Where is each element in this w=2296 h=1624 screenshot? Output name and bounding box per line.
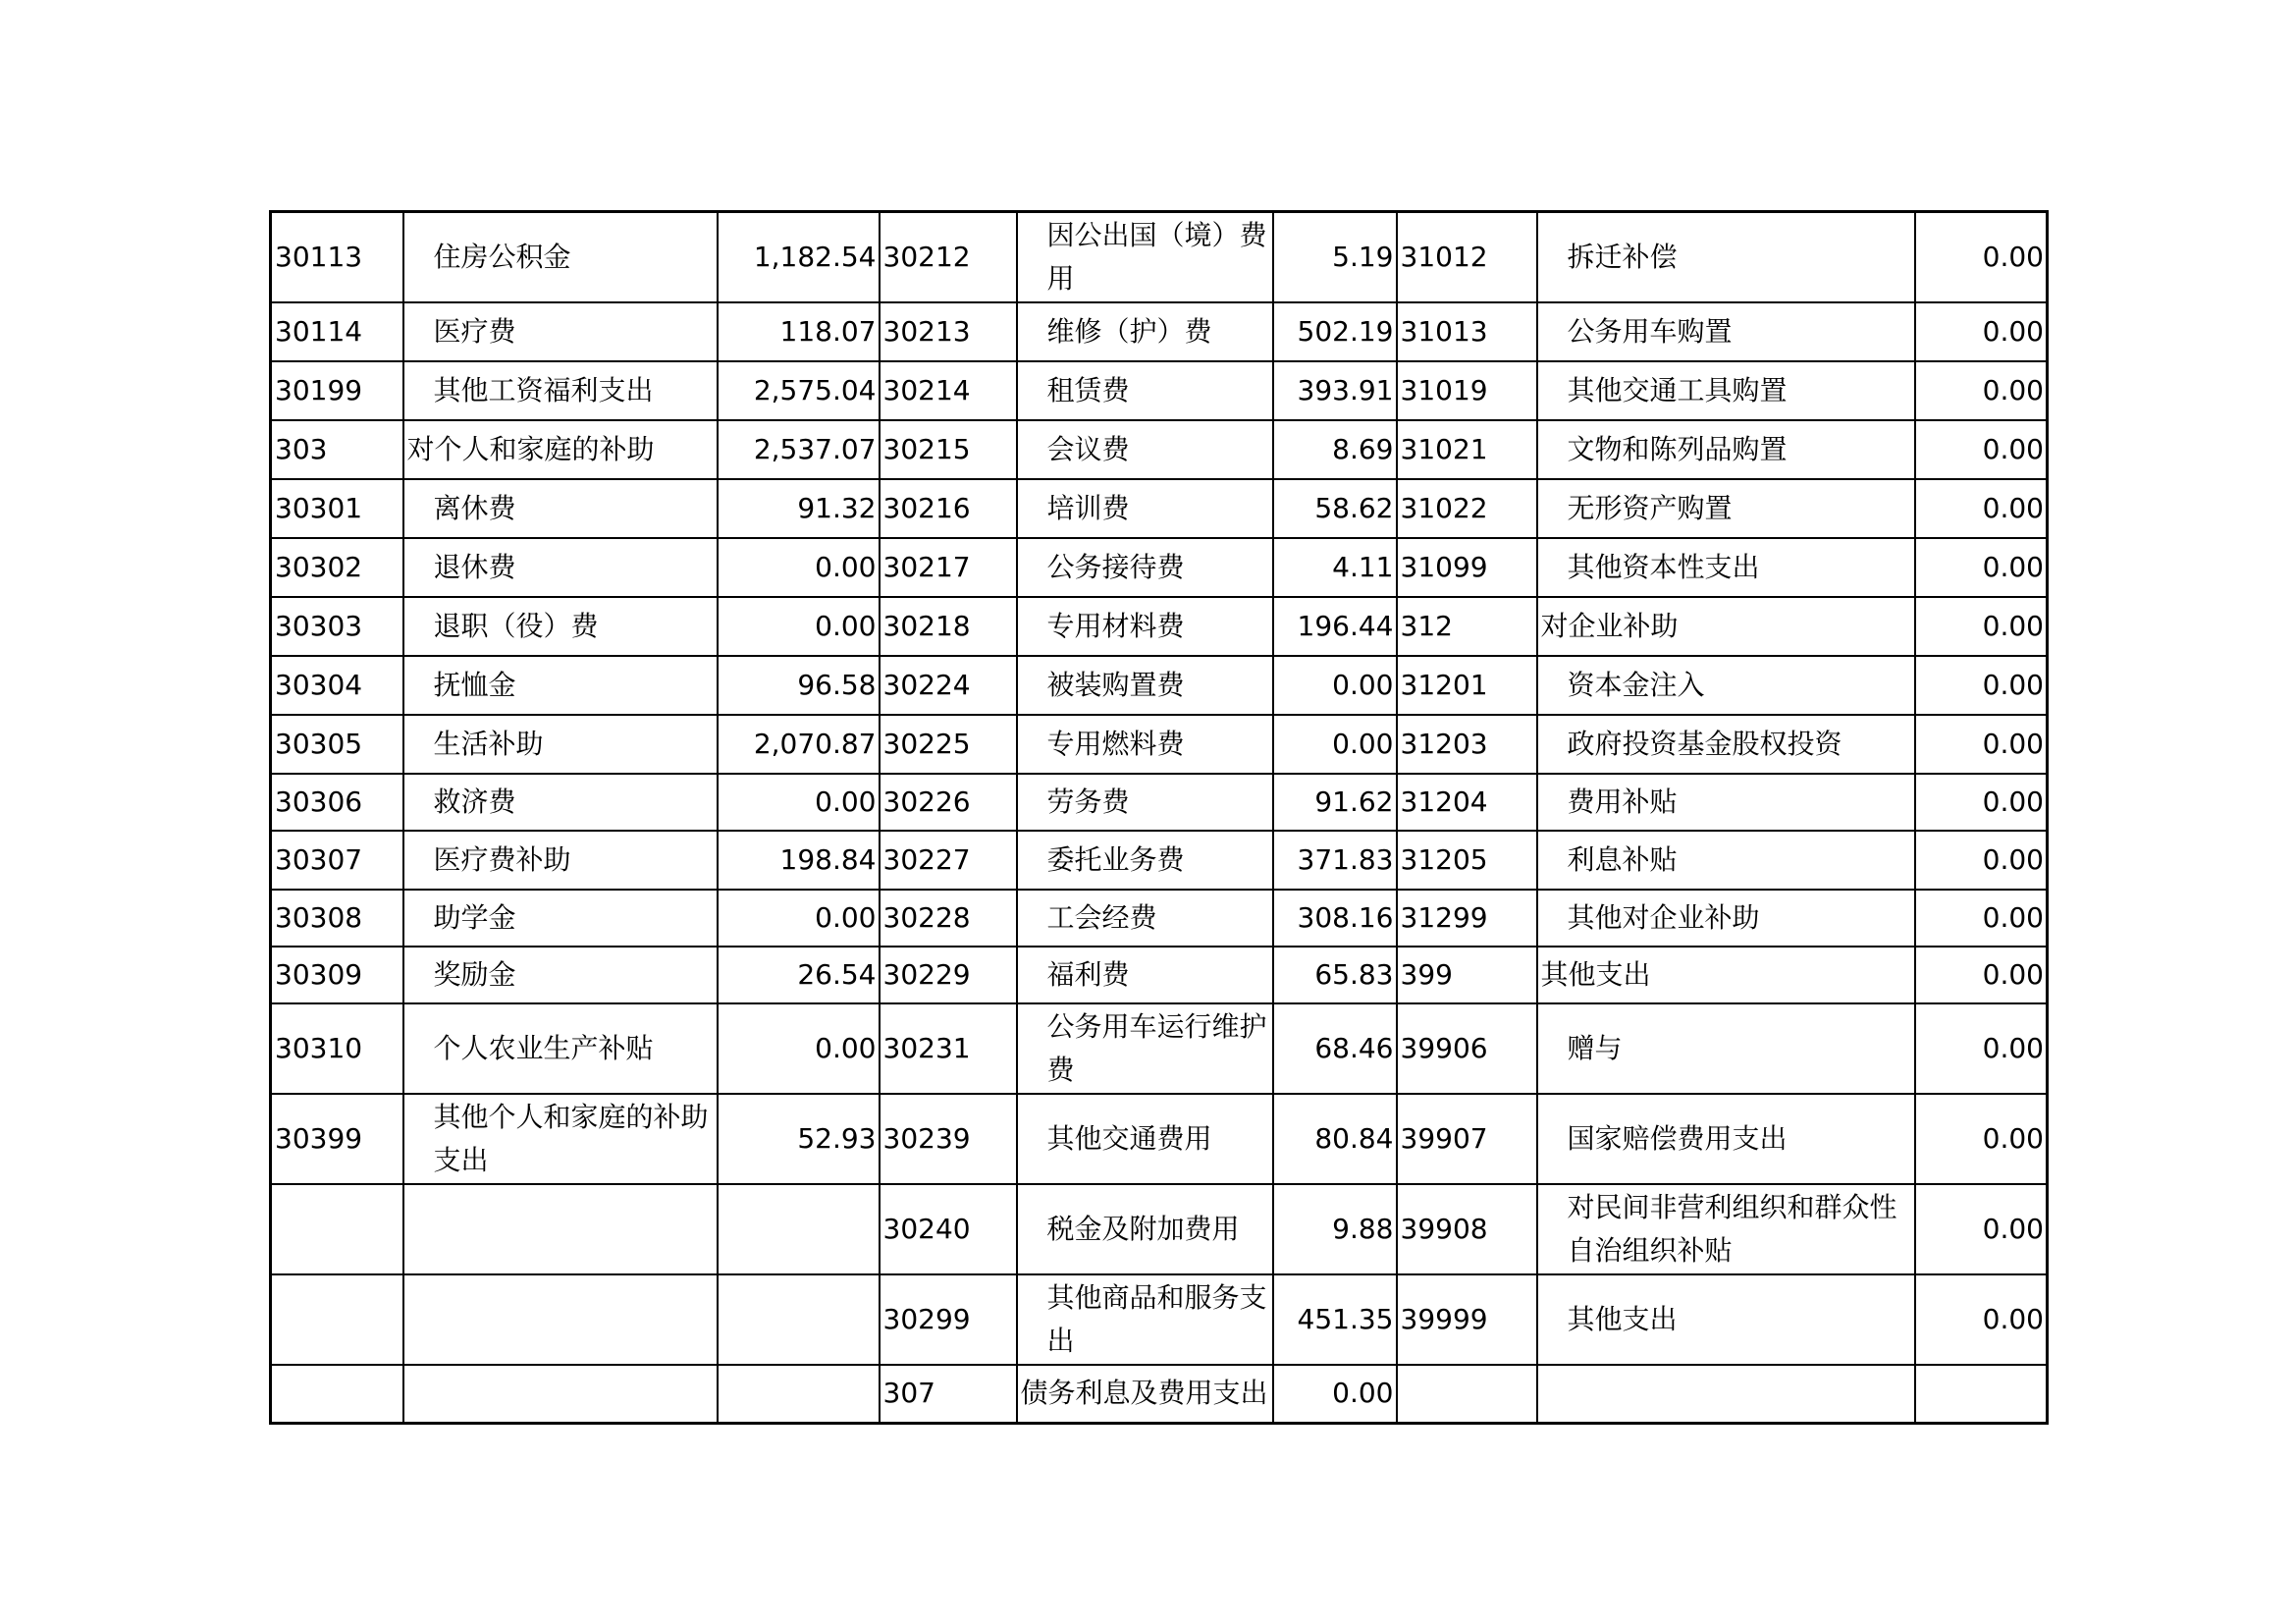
item-amount: 68.46 — [1273, 1003, 1397, 1094]
item-name: 奖励金 — [403, 947, 718, 1003]
item-code: 30308 — [271, 890, 403, 947]
table-row — [271, 1274, 2048, 1365]
item-code — [271, 1274, 403, 1365]
table-row — [271, 361, 2048, 420]
item-name: 福利费 — [1017, 947, 1273, 1003]
item-name: 其他资本性支出 — [1537, 538, 1915, 597]
item-code: 30224 — [880, 656, 1017, 715]
item-code: 30113 — [271, 212, 403, 302]
item-name: 其他支出 — [1537, 947, 1915, 1003]
item-code: 31204 — [1397, 774, 1537, 831]
table-row — [271, 1003, 2048, 1094]
item-amount: 9.88 — [1273, 1184, 1397, 1274]
item-code: 30231 — [880, 1003, 1017, 1094]
item-code: 30399 — [271, 1094, 403, 1184]
item-amount: 91.62 — [1273, 774, 1397, 831]
item-name: 公务接待费 — [1017, 538, 1273, 597]
item-amount: 8.69 — [1273, 420, 1397, 479]
table-row — [271, 656, 2048, 715]
item-name: 国家赔偿费用支出 — [1537, 1094, 1915, 1184]
item-amount: 0.00 — [1915, 831, 2048, 890]
item-name: 税金及附加费用 — [1017, 1184, 1273, 1274]
item-name: 公务用车运行维护费 — [1017, 1003, 1273, 1094]
item-amount: 393.91 — [1273, 361, 1397, 420]
item-code: 30212 — [880, 212, 1017, 302]
item-name: 赠与 — [1537, 1003, 1915, 1094]
item-amount: 198.84 — [718, 831, 880, 890]
item-code: 399 — [1397, 947, 1537, 1003]
item-amount: 0.00 — [1915, 656, 2048, 715]
item-amount: 2,537.07 — [718, 420, 880, 479]
item-amount: 451.35 — [1273, 1274, 1397, 1365]
item-amount: 91.32 — [718, 479, 880, 538]
item-name: 无形资产购置 — [1537, 479, 1915, 538]
item-code: 30226 — [880, 774, 1017, 831]
item-amount: 0.00 — [1915, 597, 2048, 656]
item-code: 30218 — [880, 597, 1017, 656]
item-amount: 0.00 — [1915, 890, 2048, 947]
item-amount: 4.11 — [1273, 538, 1397, 597]
item-name: 离休费 — [403, 479, 718, 538]
item-name: 会议费 — [1017, 420, 1273, 479]
table-row — [271, 1184, 2048, 1274]
item-amount: 0.00 — [1915, 420, 2048, 479]
item-amount: 5.19 — [1273, 212, 1397, 302]
item-amount: 0.00 — [718, 597, 880, 656]
budget-table — [269, 210, 2049, 1425]
item-code: 31201 — [1397, 656, 1537, 715]
item-amount: 58.62 — [1273, 479, 1397, 538]
item-code: 30301 — [271, 479, 403, 538]
table-row — [271, 420, 2048, 479]
item-code: 30114 — [271, 302, 403, 361]
item-code: 30214 — [880, 361, 1017, 420]
table-row — [271, 302, 2048, 361]
item-name: 租赁费 — [1017, 361, 1273, 420]
item-code: 31012 — [1397, 212, 1537, 302]
item-code: 30240 — [880, 1184, 1017, 1274]
item-name: 其他商品和服务支出 — [1017, 1274, 1273, 1365]
item-code: 30305 — [271, 715, 403, 774]
item-code: 30309 — [271, 947, 403, 1003]
item-code: 30228 — [880, 890, 1017, 947]
item-name: 对企业补助 — [1537, 597, 1915, 656]
item-name: 其他交通工具购置 — [1537, 361, 1915, 420]
item-amount: 0.00 — [1273, 1365, 1397, 1424]
item-amount: 0.00 — [1915, 774, 2048, 831]
item-code: 30304 — [271, 656, 403, 715]
item-amount: 2,070.87 — [718, 715, 880, 774]
item-code — [271, 1184, 403, 1274]
item-amount: 1,182.54 — [718, 212, 880, 302]
item-amount — [1915, 1365, 2048, 1424]
table-row — [271, 1094, 2048, 1184]
item-name: 被装购置费 — [1017, 656, 1273, 715]
item-code: 303 — [271, 420, 403, 479]
item-code: 30199 — [271, 361, 403, 420]
item-code: 31205 — [1397, 831, 1537, 890]
item-amount: 65.83 — [1273, 947, 1397, 1003]
item-name: 委托业务费 — [1017, 831, 1273, 890]
item-code: 30310 — [271, 1003, 403, 1094]
item-amount: 0.00 — [1273, 715, 1397, 774]
item-code: 31021 — [1397, 420, 1537, 479]
item-name: 债务利息及费用支出 — [1017, 1365, 1273, 1424]
item-name: 专用材料费 — [1017, 597, 1273, 656]
item-amount: 118.07 — [718, 302, 880, 361]
item-amount: 80.84 — [1273, 1094, 1397, 1184]
item-code: 30229 — [880, 947, 1017, 1003]
item-name: 政府投资基金股权投资 — [1537, 715, 1915, 774]
item-code: 30239 — [880, 1094, 1017, 1184]
item-name: 因公出国（境）费用 — [1017, 212, 1273, 302]
item-name: 助学金 — [403, 890, 718, 947]
table-row — [271, 479, 2048, 538]
item-amount: 0.00 — [1915, 538, 2048, 597]
item-amount: 0.00 — [718, 890, 880, 947]
item-code: 30213 — [880, 302, 1017, 361]
item-name: 利息补贴 — [1537, 831, 1915, 890]
item-amount: 52.93 — [718, 1094, 880, 1184]
item-name: 其他交通费用 — [1017, 1094, 1273, 1184]
item-name: 退休费 — [403, 538, 718, 597]
item-amount: 0.00 — [718, 1003, 880, 1094]
item-amount: 0.00 — [718, 538, 880, 597]
item-name: 抚恤金 — [403, 656, 718, 715]
item-name — [403, 1274, 718, 1365]
item-amount: 196.44 — [1273, 597, 1397, 656]
item-code: 30217 — [880, 538, 1017, 597]
item-code: 39906 — [1397, 1003, 1537, 1094]
table-row — [271, 212, 2048, 302]
item-name: 其他工资福利支出 — [403, 361, 718, 420]
item-name: 救济费 — [403, 774, 718, 831]
item-code: 31203 — [1397, 715, 1537, 774]
item-amount: 0.00 — [1915, 1184, 2048, 1274]
item-name: 个人农业生产补贴 — [403, 1003, 718, 1094]
item-code: 30225 — [880, 715, 1017, 774]
item-code: 30227 — [880, 831, 1017, 890]
item-name: 退职（役）费 — [403, 597, 718, 656]
item-amount: 502.19 — [1273, 302, 1397, 361]
item-code: 31022 — [1397, 479, 1537, 538]
item-code: 31013 — [1397, 302, 1537, 361]
item-amount: 0.00 — [1273, 656, 1397, 715]
item-name: 住房公积金 — [403, 212, 718, 302]
table-row — [271, 947, 2048, 1003]
item-code: 312 — [1397, 597, 1537, 656]
table-row — [271, 715, 2048, 774]
item-code — [1397, 1365, 1537, 1424]
item-amount: 371.83 — [1273, 831, 1397, 890]
table-row — [271, 774, 2048, 831]
item-name — [403, 1184, 718, 1274]
item-name: 其他支出 — [1537, 1274, 1915, 1365]
item-name: 医疗费 — [403, 302, 718, 361]
table-row — [271, 890, 2048, 947]
item-amount: 0.00 — [1915, 715, 2048, 774]
item-name: 对个人和家庭的补助 — [403, 420, 718, 479]
item-code: 39907 — [1397, 1094, 1537, 1184]
table-row — [271, 597, 2048, 656]
item-amount: 308.16 — [1273, 890, 1397, 947]
item-code: 30299 — [880, 1274, 1017, 1365]
item-name: 培训费 — [1017, 479, 1273, 538]
item-amount: 0.00 — [1915, 1094, 2048, 1184]
item-code: 39999 — [1397, 1274, 1537, 1365]
table-row — [271, 1365, 2048, 1424]
item-amount: 96.58 — [718, 656, 880, 715]
item-name: 费用补贴 — [1537, 774, 1915, 831]
item-code — [271, 1365, 403, 1424]
item-name: 工会经费 — [1017, 890, 1273, 947]
item-amount: 0.00 — [1915, 947, 2048, 1003]
item-amount: 0.00 — [1915, 212, 2048, 302]
table-row — [271, 538, 2048, 597]
item-amount: 2,575.04 — [718, 361, 880, 420]
item-name: 医疗费补助 — [403, 831, 718, 890]
item-name: 其他对企业补助 — [1537, 890, 1915, 947]
item-amount: 0.00 — [1915, 302, 2048, 361]
item-amount — [718, 1274, 880, 1365]
item-name: 维修（护）费 — [1017, 302, 1273, 361]
item-code: 30302 — [271, 538, 403, 597]
item-amount: 0.00 — [1915, 361, 2048, 420]
item-name: 劳务费 — [1017, 774, 1273, 831]
item-code: 30306 — [271, 774, 403, 831]
item-name: 拆迁补偿 — [1537, 212, 1915, 302]
item-amount — [718, 1184, 880, 1274]
item-code: 307 — [880, 1365, 1017, 1424]
item-code: 30215 — [880, 420, 1017, 479]
item-code: 39908 — [1397, 1184, 1537, 1274]
item-name: 文物和陈列品购置 — [1537, 420, 1915, 479]
item-code: 30216 — [880, 479, 1017, 538]
item-code: 31019 — [1397, 361, 1537, 420]
item-code: 30307 — [271, 831, 403, 890]
item-code: 31299 — [1397, 890, 1537, 947]
item-name: 专用燃料费 — [1017, 715, 1273, 774]
item-amount: 0.00 — [1915, 479, 2048, 538]
item-code: 31099 — [1397, 538, 1537, 597]
item-amount — [718, 1365, 880, 1424]
item-amount: 0.00 — [1915, 1274, 2048, 1365]
item-amount: 0.00 — [718, 774, 880, 831]
item-name: 生活补助 — [403, 715, 718, 774]
item-name: 其他个人和家庭的补助支出 — [403, 1094, 718, 1184]
item-amount: 0.00 — [1915, 1003, 2048, 1094]
item-name — [1537, 1365, 1915, 1424]
item-name — [403, 1365, 718, 1424]
item-name: 公务用车购置 — [1537, 302, 1915, 361]
item-code: 30303 — [271, 597, 403, 656]
item-amount: 26.54 — [718, 947, 880, 1003]
item-name: 对民间非营利组织和群众性自治组织补贴 — [1537, 1184, 1915, 1274]
table-row — [271, 831, 2048, 890]
item-name: 资本金注入 — [1537, 656, 1915, 715]
